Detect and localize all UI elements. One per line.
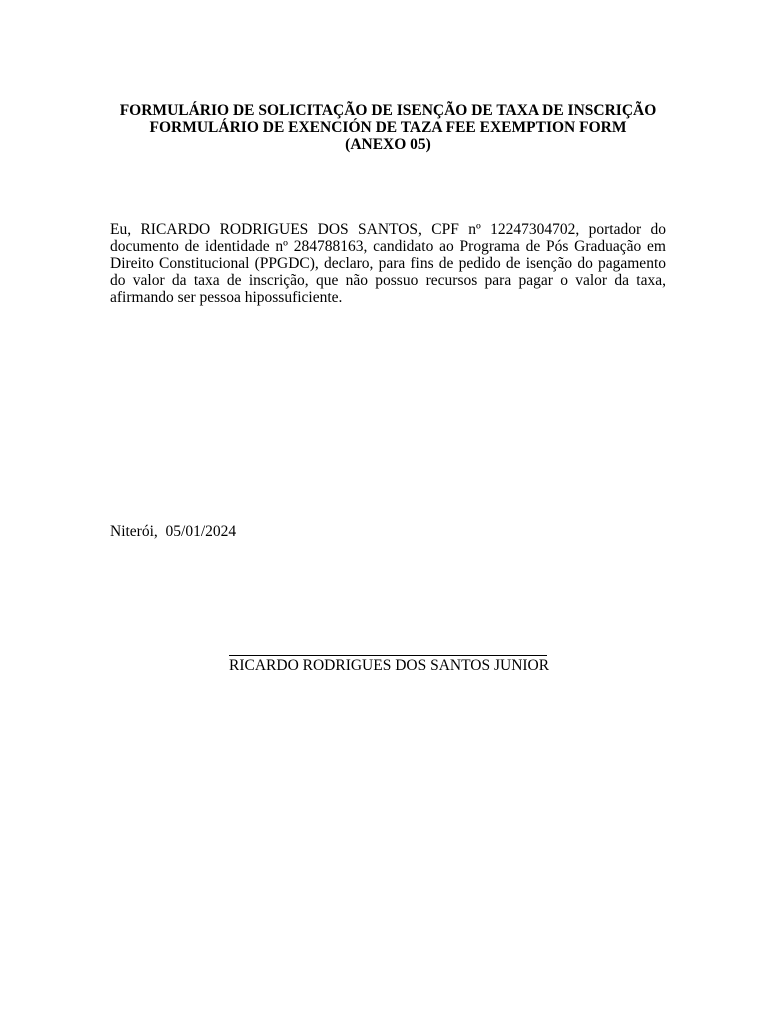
declaration-paragraph: Eu, RICARDO RODRIGUES DOS SANTOS, CPF nº 12247304702, portador do documento de identidade nº 284788163, candidato ao Programa de Pós Graduação em Direito Constitucional (PPGDC), declaro, para fins de pedido de isenção do pagamento do valor da taxa de inscrição, que não possuo recursos para pagar o valor da taxa, afirmando ser pessoa hipossuficiente. bbox=[110, 221, 666, 306]
title-line-1: FORMULÁRIO DE SOLICITAÇÃO DE ISENÇÃO DE TAXA DE INSCRIÇÃO bbox=[119, 102, 657, 119]
signature-block bbox=[229, 638, 548, 674]
place-and-date: Niterói, 05/01/2024 bbox=[110, 523, 237, 540]
signatory-name: RICARDO RODRIGUES DOS SANTOS JUNIOR bbox=[229, 657, 550, 674]
signature-line bbox=[229, 655, 547, 656]
form-title bbox=[110, 102, 666, 153]
title-line-3: (ANEXO 05) bbox=[345, 136, 431, 153]
title-line-2: FORMULÁRIO DE EXENCIÓN DE TAZA FEE EXEMPTION FORM bbox=[149, 119, 627, 136]
